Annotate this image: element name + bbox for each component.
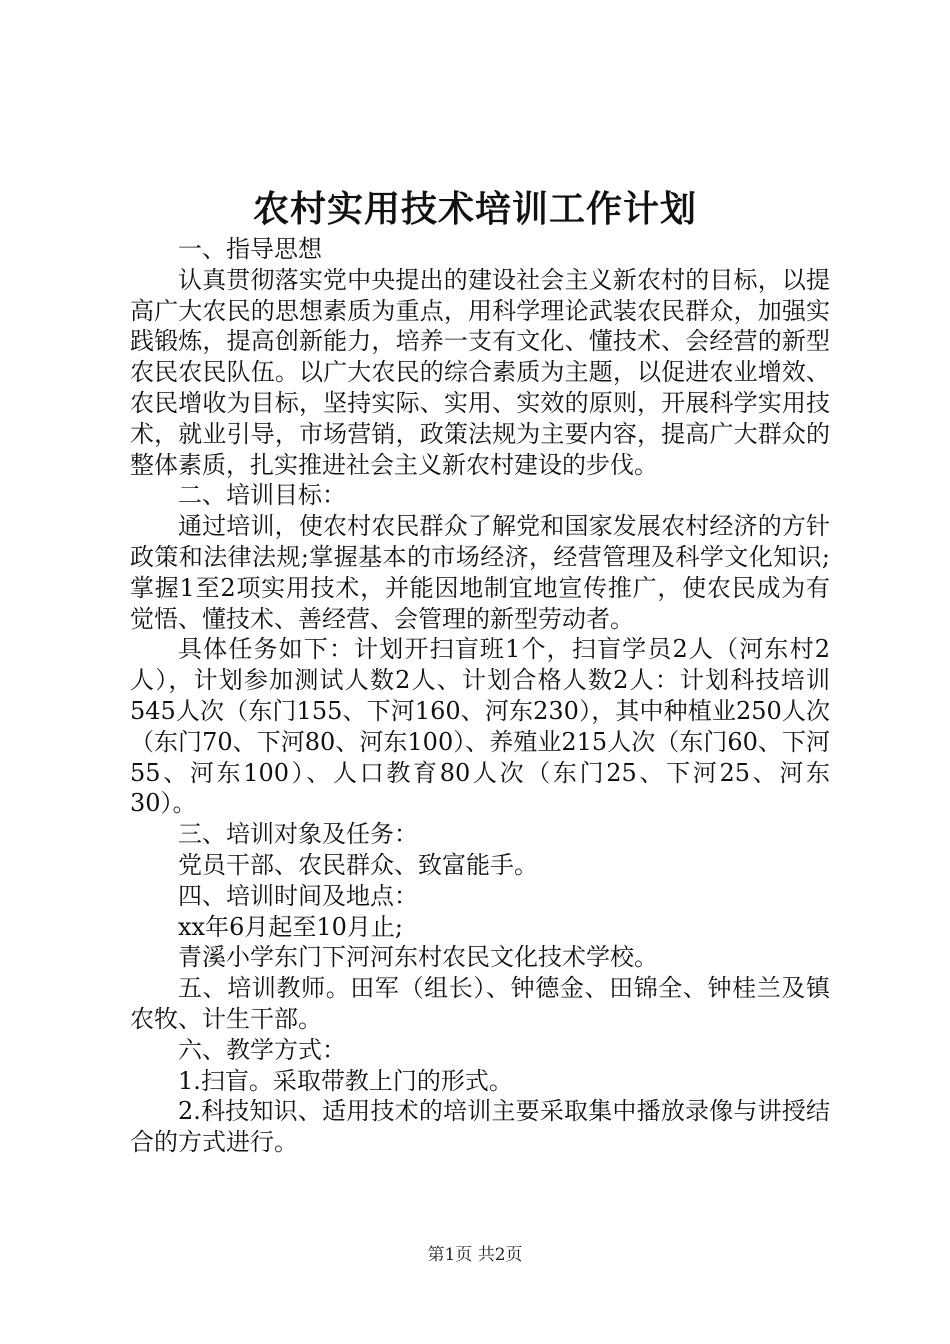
- paragraph-guiding-ideology: 认真贯彻落实党中央提出的建设社会主义新农村的目标，以提高广大农民的思想素质为重点，用科学理论武装农民群众，加强实践锻炼，提高创新能力，培养一支有文化、懂技术、会经营的新型农民农民队伍。以广大农民的综合素质为主题，以促进农业增效、农民增收为目标，坚持实际、实用、实效的原则，开展科学实用技术，就业引导，市场营销，政策法规为主要内容，提高广大群众的整体素质，扎实推进社会主义新农村建设的步伐。: [130, 265, 830, 479]
- list-item-teaching-method-2: 2.科技知识、适用技术的培训主要采取集中播放录像与讲授结合的方式进行。: [130, 1097, 830, 1157]
- document-body: [130, 234, 830, 1158]
- section-heading-training-targets: 三、培训对象及任务：: [178, 820, 418, 849]
- paragraph-training-goals: 通过培训，使农村农民群众了解党和国家发展农村经济的方针政策和法律法规;掌握基本的市场经济，经营管理及科学文化知识;掌握1至2项实用技术，并能因地制宜地宣传推广，使农民成为有觉悟、懂技术、善经营、会管理的新型劳动者。: [130, 512, 830, 633]
- list-item-teaching-method-1: 1.扫盲。采取带教上门的形式。: [178, 1066, 513, 1095]
- paragraph-specific-tasks: 具体任务如下：计划开扫盲班1个，扫盲学员2人（河东村2人），计划参加测试人数2人、计划合格人数2人：计划科技培训545人次（东门155、下河160、河东230），其中种植业250人次（东门70、下河80、河东100）、养殖业215人次（东门60、下河55、河东100）、人口教育80人次（东门25、下河25、河东30）。: [130, 635, 830, 818]
- section-heading-time-and-place: 四、培训时间及地点：: [178, 881, 418, 910]
- section-heading-training-goals: 二、培训目标：: [178, 481, 346, 510]
- paragraph-training-time: xx年6月起至10月止;: [178, 912, 403, 941]
- section-heading-guiding-ideology: 一、指导思想: [178, 235, 322, 263]
- paragraph-training-teachers: 五、培训教师。田军（组长）、钟德金、田锦全、钟桂兰及镇农牧、计生干部。: [130, 974, 830, 1033]
- paragraph-training-place: 青溪小学东门下河河东村农民文化技术学校。: [178, 943, 658, 972]
- page-footer: 第1页 共2页: [427, 1245, 523, 1265]
- section-heading-teaching-methods: 六、教学方式：: [178, 1035, 346, 1064]
- document-title: 农村实用技术培训工作计划: [252, 188, 697, 230]
- paragraph-training-targets: 党员干部、农民群众、致富能手。: [178, 850, 538, 879]
